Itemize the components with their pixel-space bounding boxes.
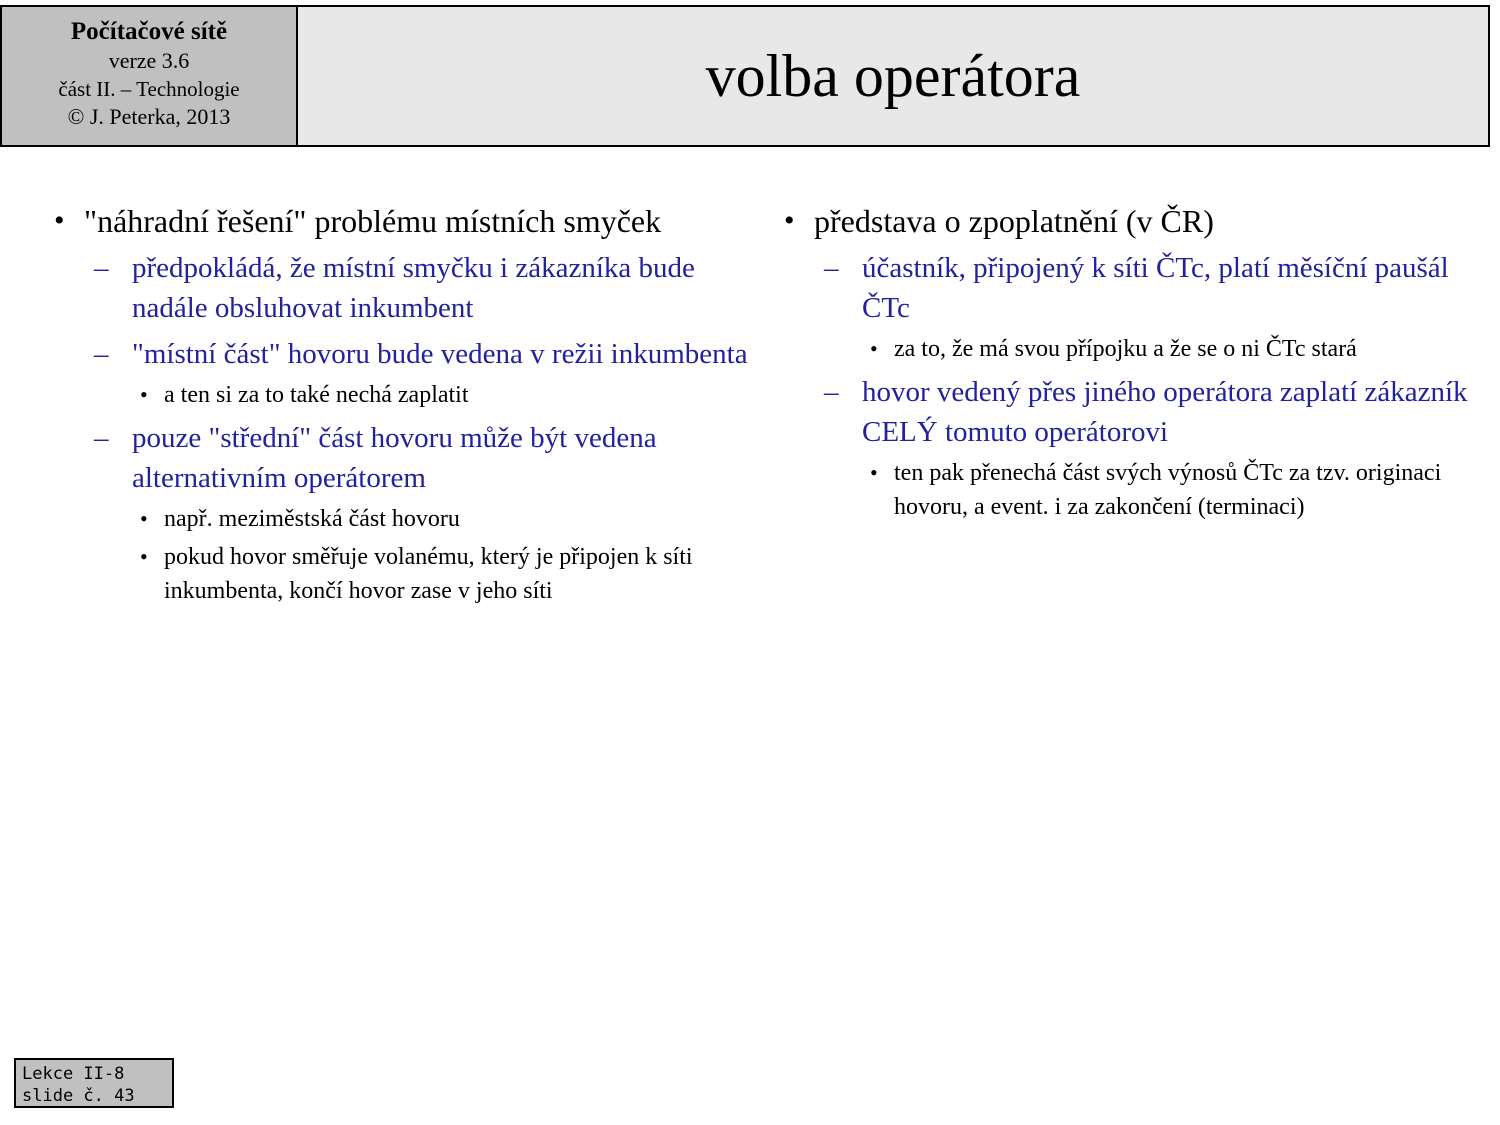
bullet-dash-icon: – bbox=[824, 376, 839, 408]
bullet-dot-icon: • bbox=[140, 506, 148, 531]
list-item-text: pokud hovor směřuje volanému, který je připojen k síti inkumbenta, končí hovor zase v jeho síti bbox=[164, 544, 693, 604]
list-item-text: "náhradní řešení" problému místních smyček bbox=[84, 203, 662, 239]
lecture-label: Lekce II-8 bbox=[22, 1064, 125, 1084]
header-bar bbox=[0, 5, 1490, 147]
course-version: verze 3.6 bbox=[108, 48, 190, 73]
right-subsublist bbox=[862, 332, 1470, 366]
slide-header bbox=[0, 0, 1500, 152]
bullet-dash-icon: – bbox=[824, 252, 839, 284]
list-item-text: představa o zpoplatnění (v ČR) bbox=[814, 203, 1214, 239]
left-subsublist bbox=[132, 502, 760, 608]
right-bullet-list bbox=[770, 200, 1470, 524]
list-item bbox=[132, 378, 760, 412]
list-item-text: ten pak přenechá část svých výnosů ČTc za tzv. originaci hovoru, a event. i za zakončení (terminaci) bbox=[894, 460, 1442, 520]
course-info-block bbox=[2, 7, 298, 145]
bullet-dot-icon: • bbox=[870, 336, 878, 361]
bullet-dash-icon: – bbox=[94, 252, 109, 284]
list-item bbox=[132, 502, 760, 536]
slide-content bbox=[0, 200, 1500, 1050]
list-item bbox=[862, 332, 1470, 366]
list-item-text: za to, že má svou přípojku a že se o ni ČTc stará bbox=[894, 336, 1357, 362]
list-item bbox=[84, 334, 760, 412]
bullet-dot-icon: • bbox=[870, 460, 878, 485]
list-item bbox=[132, 540, 760, 608]
list-item bbox=[862, 456, 1470, 524]
list-item bbox=[814, 248, 1470, 366]
list-item bbox=[814, 372, 1470, 524]
course-part: část II. – Technologie bbox=[58, 77, 240, 101]
list-item-text: hovor vedený přes jiného operátora zaplatí zákazník CELÝ tomuto operátorovi bbox=[862, 376, 1468, 448]
slide-number-label: slide č. 43 bbox=[22, 1086, 135, 1106]
left-subsublist bbox=[132, 378, 760, 412]
list-item bbox=[84, 248, 760, 328]
left-column bbox=[40, 200, 760, 612]
slide-title: volba operátora bbox=[705, 42, 1081, 109]
bullet-dash-icon: – bbox=[94, 422, 109, 454]
list-item-text: pouze "střední" část hovoru může být vedena alternativním operátorem bbox=[132, 422, 657, 494]
list-item-text: předpokládá, že místní smyčku i zákazníka bude nadále obsluhovat inkumbent bbox=[132, 252, 695, 324]
list-item-text: účastník, připojený k síti ČTc, platí měsíční paušál ČTc bbox=[862, 252, 1449, 324]
slide-footer bbox=[14, 1058, 174, 1108]
list-item-text: např. meziměstská část hovoru bbox=[164, 506, 460, 532]
left-bullet-list bbox=[40, 200, 760, 608]
list-item-text: "místní část" hovoru bude vedena v režii inkumbenta bbox=[132, 338, 748, 370]
course-author: © J. Peterka, 2013 bbox=[67, 104, 231, 129]
bullet-dot-icon: • bbox=[784, 204, 795, 237]
bullet-dot-icon: • bbox=[140, 544, 148, 569]
list-item-text: a ten si za to také nechá zaplatit bbox=[164, 382, 469, 408]
list-item bbox=[770, 200, 1470, 524]
list-item bbox=[40, 200, 760, 608]
list-item bbox=[84, 418, 760, 608]
right-column bbox=[770, 200, 1470, 528]
bullet-dot-icon: • bbox=[140, 382, 148, 407]
right-sublist bbox=[814, 248, 1470, 524]
left-sublist bbox=[84, 248, 760, 608]
bullet-dot-icon: • bbox=[54, 204, 65, 237]
course-title: Počítačové sítě bbox=[70, 18, 228, 45]
right-subsublist bbox=[862, 456, 1470, 524]
bullet-dash-icon: – bbox=[94, 338, 109, 370]
